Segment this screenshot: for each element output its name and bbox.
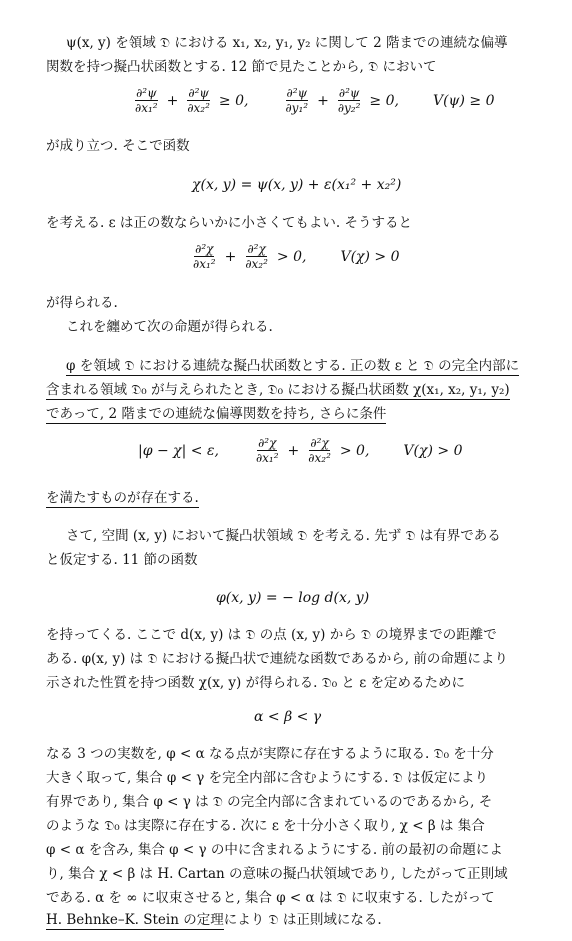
proposition-line: 含まれる領域 𝔇₀ が与えられたとき, 𝔇₀ における擬凸状函数 χ(x₁, x₂, y₁, y₂) (46, 382, 510, 398)
paragraph-line: 示された性質を持つ函数 χ(x, y) が得られる. 𝔇₀ と ε を定めるために (46, 675, 465, 691)
paragraph-line: を持ってくる. ここで d(x, y) は 𝔇 の点 (x, y) から 𝔇 の境界までの距離で (46, 627, 497, 643)
paragraph-line: である. α を ∞ に収束させると, 集合 φ < α は 𝔇 に収束する. したがって (46, 890, 495, 906)
fraction: $\frac{\text{∂²ψ}}{\text{∂x₂²}}$ (187, 86, 210, 115)
equation-4: |φ − χ| < ε, $\frac{\text{∂²χ}}{\text{∂x₁²}}$ + $\frac{\text{∂²χ}}{\text{∂x₂²}}$ > 0, V(χ) > 0 (138, 436, 463, 465)
equation-1: $\frac{\text{∂²ψ}}{\text{∂x₁²}}$ + $\frac{\text{∂²ψ}}{\text{∂x₂²}}$ ≥ 0, $\frac{\text{∂²ψ}}{\text{∂y₁²}}$ + $\frac{\text{∂²ψ}}{\text{∂y₂²}}$ ≥ 0, V(ψ) ≥ 0 (135, 86, 495, 115)
paragraph-line: H. Behnke–K. Stein の定理により 𝔇 は正則域になる. (46, 912, 382, 928)
paragraph-line: を考える. ε は正の数ならいかに小さくてもよい. そうすると (46, 215, 412, 231)
equation-5: φ(x, y) = − log d(x, y) (216, 590, 370, 606)
paragraph-line: が成り立つ. そこで函数 (46, 138, 190, 154)
fraction: $\frac{\text{∂²ψ}}{\text{∂y₂²}}$ (337, 86, 361, 115)
fraction: $\frac{\text{∂²ψ}}{\text{∂x₁²}}$ (135, 86, 158, 115)
paragraph-line: と仮定する. 11 節の函数 (46, 552, 198, 568)
paragraph-line: ある. φ(x, y) は 𝔇 における擬凸状で連続な函数であるから, 前の命題により (46, 651, 508, 667)
fraction: $\frac{\text{∂²χ}}{\text{∂x₁²}}$ (193, 242, 216, 271)
fraction: $\frac{\text{∂²ψ}}{\text{∂y₁²}}$ (285, 86, 309, 115)
proposition-line: φ を領域 𝔇 における連続な擬凸状函数とする. 正の数 ε と 𝔇 の完全内部に (66, 358, 520, 374)
equation-2: χ(x, y) = ψ(x, y) + ε(x₁² + x₂²) (192, 177, 402, 193)
paragraph-line: 有界であり, 集合 φ < γ は 𝔇 の完全内部に含まれているのであるから, そ (46, 794, 493, 810)
proposition-line: を満たすものが存在する. (46, 490, 199, 506)
paragraph-line: が得られる. (46, 295, 118, 311)
fraction: $\frac{\text{∂²χ}}{\text{∂x₂²}}$ (308, 436, 331, 465)
paragraph-line: φ < α を含み, 集合 φ < γ の中に含まれるようにする. 前の最初の命題によ (46, 842, 503, 858)
equation-3: $\frac{\text{∂²χ}}{\text{∂x₁²}}$ + $\frac{\text{∂²χ}}{\text{∂x₂²}}$ > 0, V(χ) > 0 (193, 242, 400, 271)
paragraph-line: さて, 空間 (x, y) において擬凸状領域 𝔇 を考える. 先ず 𝔇 は有界である (66, 528, 501, 544)
theorem-reference: H. Behnke–K. Stein の定理 (46, 912, 224, 928)
paragraph-line: 大きく取って, 集合 φ < γ を完全内部に含むようにする. 𝔇 は仮定により (46, 770, 488, 786)
paragraph-line: のような 𝔇₀ は実際に存在する. 次に ε を十分小さく取り, χ < β は 集合 (46, 818, 485, 834)
proposition-line: であって, 2 階までの連続な偏導関数を持ち, さらに条件 (46, 406, 387, 422)
fraction: $\frac{\text{∂²χ}}{\text{∂x₂²}}$ (245, 242, 268, 271)
fraction: $\frac{\text{∂²χ}}{\text{∂x₁²}}$ (255, 436, 279, 465)
paragraph-line: なる 3 つの実数を, φ < α なる点が実際に存在するように取る. 𝔇₀ を十分 (46, 746, 494, 762)
paragraph-line: ψ(x, y) を領域 𝔇 における x₁, x₂, y₁, y₂ に関して 2 階までの連続な偏導 (66, 35, 508, 51)
paragraph-line: これを纏めて次の命題が得られる. (66, 319, 273, 335)
paragraph-line: り, 集合 χ < β は H. Cartan の意味の擬凸状領域であり, したがって正則域 (46, 866, 508, 882)
equation-6: α < β < γ (254, 709, 322, 725)
paragraph-line: 関数を持つ擬凸状函数とする. 12 節で見たことから, 𝔇 において (46, 59, 437, 75)
